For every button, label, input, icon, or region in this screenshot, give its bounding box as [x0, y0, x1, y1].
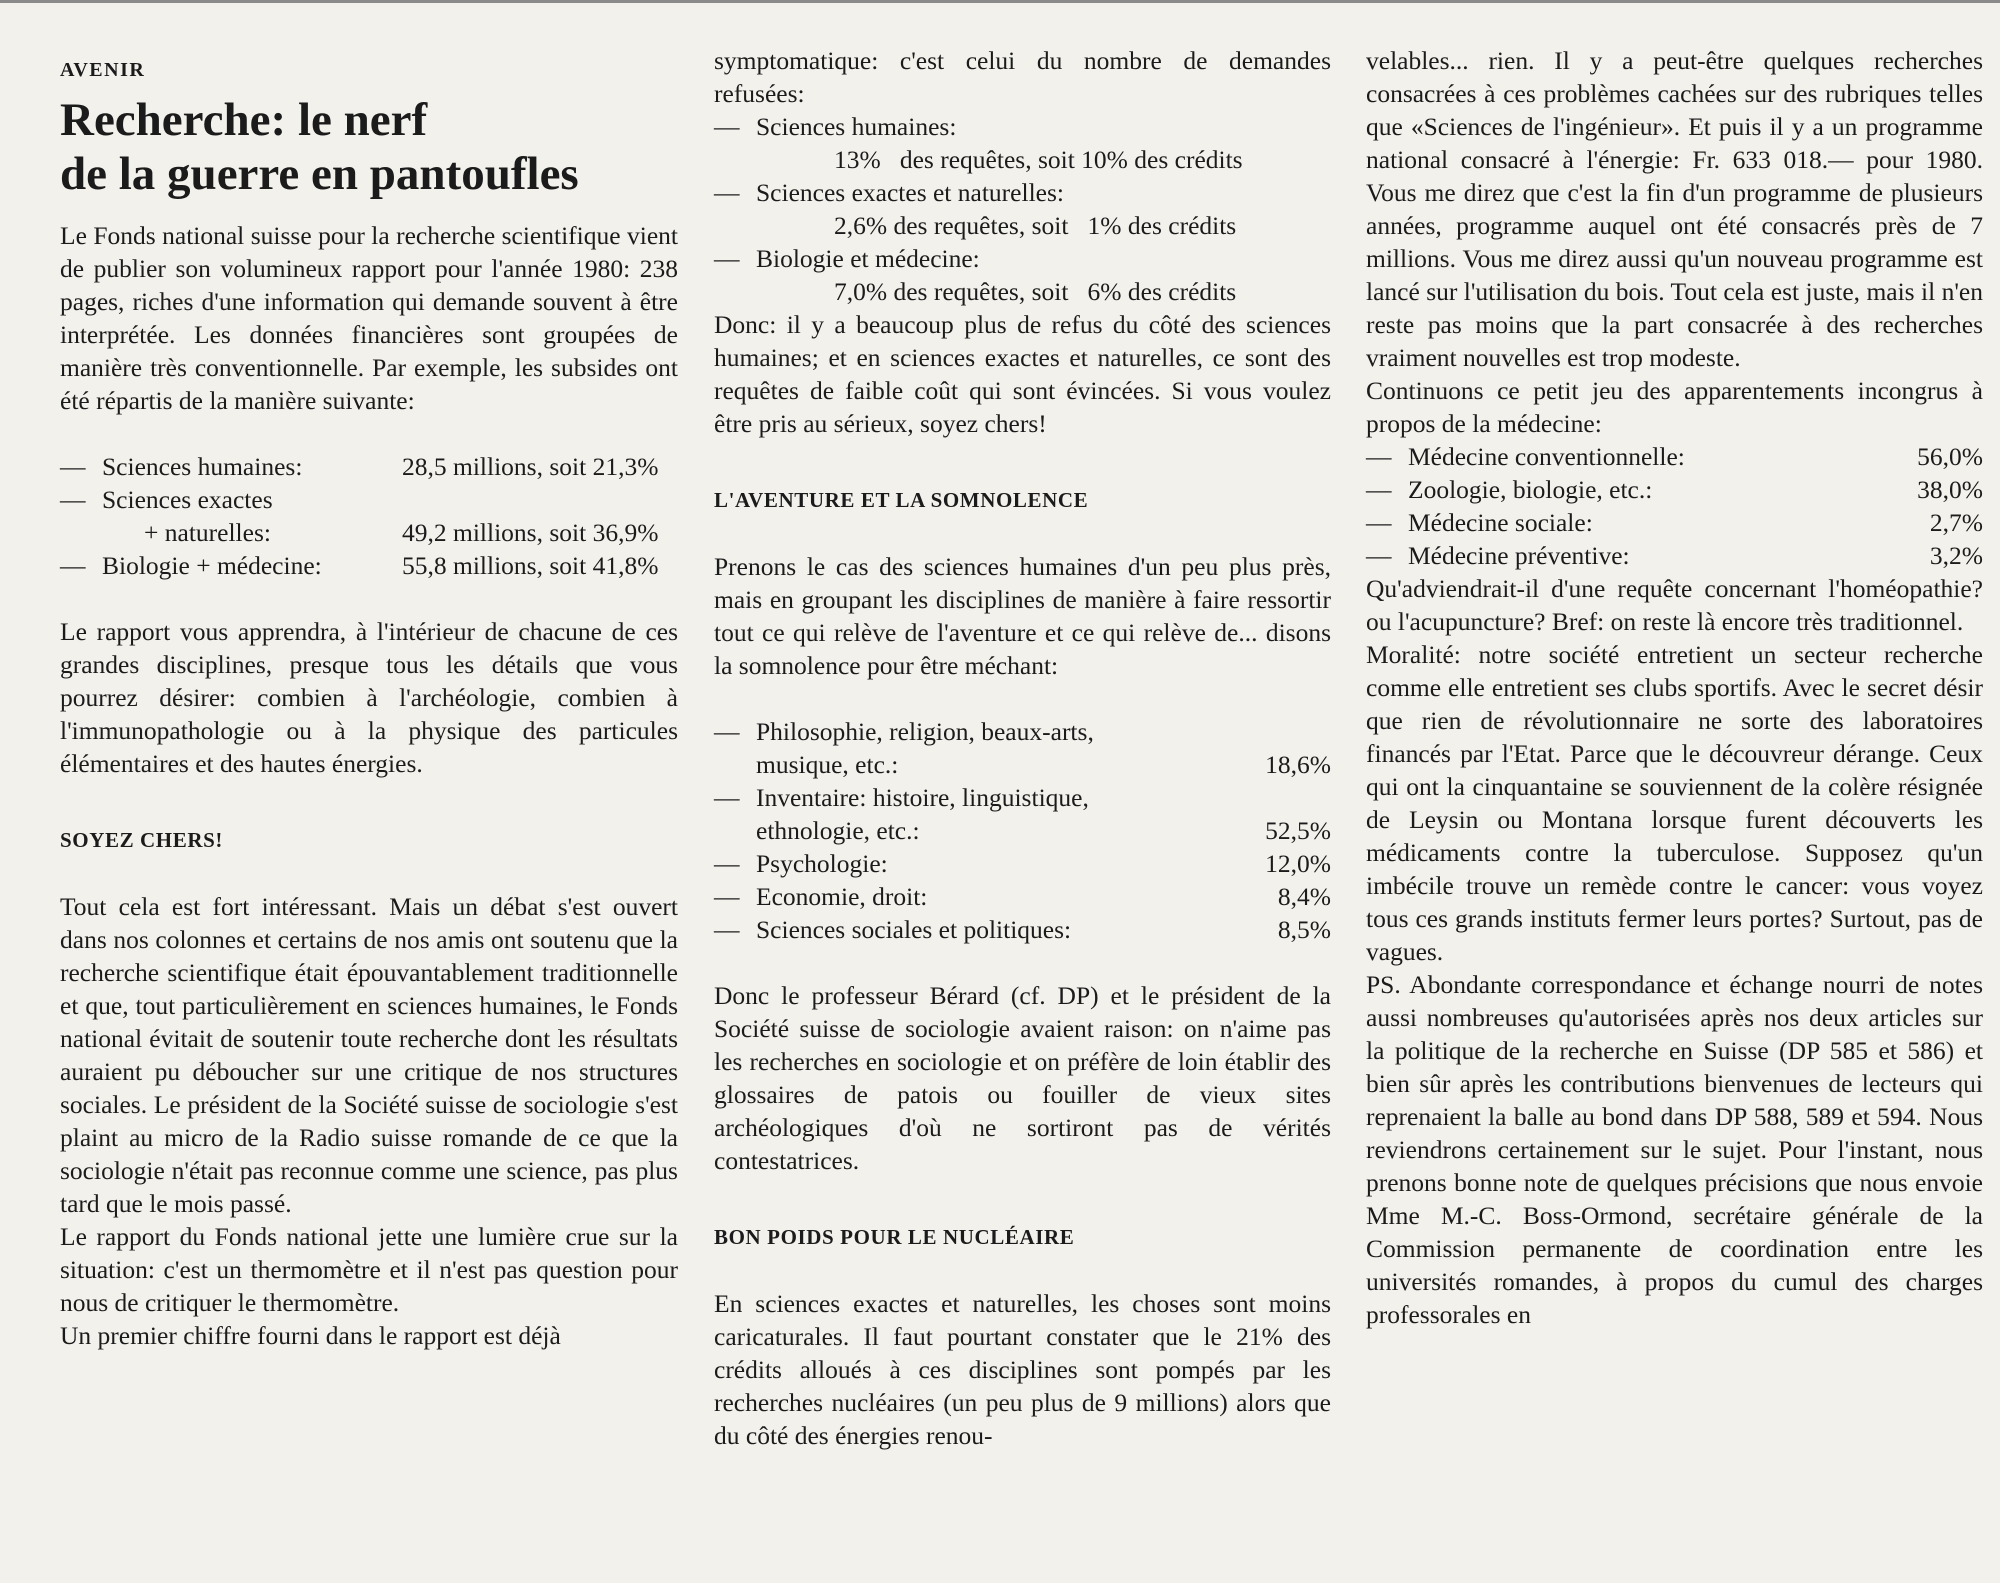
medicine-value: 56,0% [1917, 442, 1983, 471]
section-kicker: AVENIR [60, 59, 146, 81]
subheading-soyez-chers: SOYEZ CHERS! [60, 828, 223, 852]
top-rule [0, 0, 2000, 3]
discipline-row: — Sciences sociales et politiques: 8,5% [714, 915, 1331, 944]
column-3 [1366, 44, 1983, 1331]
subsidy-value: 28,5 millions, soit 21,3% [402, 452, 659, 481]
medicine-row: — Médecine préventive: 3,2% [1366, 541, 1983, 570]
subsidy-row: — Sciences exactes [60, 483, 678, 516]
medicine-row: — Médecine sociale: 2,7% [1366, 508, 1983, 537]
subsidy-label: Sciences exactes [102, 485, 273, 514]
refused-row: — Sciences exactes et naturelles: [714, 176, 1331, 209]
medicine-label: Zoologie, biologie, etc.: [1408, 475, 1653, 504]
paragraph: symptomatique: c'est celui du nombre de demandes refusées: [714, 46, 1331, 108]
paragraph: En sciences exactes et naturelles, les choses sont moins caricaturales. Il faut pourtant constater que le 21% des crédits alloués à ces disciplines sont pompés par les recherches nucléaires (un peu plus de 9 millions) alors que du côté des énergies renou- [714, 1289, 1331, 1450]
refused-detail: 2,6% des requêtes, soit 1% des crédits [834, 211, 1237, 240]
discipline-row: — Economie, droit: 8,4% [714, 882, 1331, 911]
refused-row: — Biologie et médecine: [714, 242, 1331, 275]
column-1 [60, 44, 678, 1352]
paragraph: Prenons le cas des sciences humaines d'un peu plus près, mais en groupant les disciplines de manière à faire ressortir tout ce qui relève de l'aventure et ce qui relève de... disons la somnolence pour être méchant: [714, 552, 1331, 680]
medicine-value: 38,0% [1917, 475, 1983, 504]
subsidy-row: — Sciences humaines: 28,5 millions, soit 21,3% [60, 452, 659, 481]
discipline-value: 8,4% [1277, 882, 1331, 911]
subsidy-label-2: + naturelles: [144, 518, 271, 547]
paragraph: Tout cela est fort intéressant. Mais un débat s'est ouvert dans nos colonnes et certains de nos amis ont soutenu que la recherche scientifique était épouvantablement traditionnelle et que, tout particulièrement en sciences humaines, le Fonds national évitait de soutenir toute recherche dont les résultats auraient pu déboucher sur une critique de nos structures sociales. Le président de la Société suisse de sociologie s'est plaint au micro de la Radio suisse romande de ce que la sociologie n'était pas reconnue comme une science, pas plus tard que le mois passé. [60, 892, 678, 1218]
subsidy-value: 55,8 millions, soit 41,8% [402, 551, 659, 580]
discipline-value: 18,6% [1265, 750, 1331, 779]
discipline-label-2: ethnologie, etc.: [756, 816, 920, 845]
medicine-value: 2,7% [1929, 508, 1983, 537]
subsidy-label: Biologie + médecine: [102, 551, 322, 580]
paragraph: velables... rien. Il y a peut-être quelques recherches consacrées à ces problèmes cachées sur des rubriques telles que «Sciences de l'ingénieur». Et puis il y a un programme national consacré à l'énergie: Fr. 633 018.— pour 1980. Vous me direz que c'est la fin d'un programme de plusieurs années, programme auquel ont été consacrés près de 7 millions. Vous me direz aussi qu'un nouveau programme est lancé sur l'utilisation du bois. Tout cela est juste, mais il n'en reste pas moins que la part consacrée à des recherches vraiment nouvelles est trop modeste. [1366, 46, 1983, 372]
discipline-value: 52,5% [1265, 816, 1331, 845]
discipline-label: Sciences sociales et politiques: [756, 915, 1072, 944]
medicine-label: Médecine préventive: [1408, 541, 1630, 570]
discipline-row-cont [714, 748, 1331, 781]
paragraph: Le rapport du Fonds national jette une lumière crue sur la situation: c'est un thermomètre et il n'est pas question pour nous de critiquer le thermomètre. [60, 1222, 678, 1317]
discipline-row-cont [714, 814, 1331, 847]
subsidy-label: Sciences humaines: [102, 452, 303, 481]
refused-label: Biologie et médecine: [756, 244, 980, 273]
refused-row: — Sciences humaines: [714, 110, 1331, 143]
refused-label: Sciences exactes et naturelles: [756, 178, 1064, 207]
medicine-label: Médecine conventionnelle: [1408, 442, 1685, 471]
paragraph: Continuons ce petit jeu des apparentements incongrus à propos de la médecine: [1366, 376, 1983, 438]
column-2 [714, 44, 1331, 1452]
discipline-value: 8,5% [1277, 915, 1331, 944]
discipline-value: 12,0% [1265, 849, 1331, 878]
intro-paragraph: Le Fonds national suisse pour la recherche scientifique vient de publier son volumineux rapport pour l'année 1980: 238 pages, riches d'une information qui demande souvent à être interprétée. Les données financières sont groupées de manière très conventionnelle. Par exemple, les subsides ont été répartis de la manière suivante: [60, 221, 678, 415]
paragraph: Moralité: notre société entretient un secteur recherche comme elle entretient ses clubs sportifs. Avec le secret désir que rien de révolutionnaire ne sorte des laboratoires financés par l'Etat. Parce que le découvreur dérange. Ceux qui ont la cinquantaine se souviennent de la colère résignée de Leysin ou Montana lorsque furent découverts les médicaments contre la tuberculose. Supposez qu'un imbécile trouve un remède contre le cancer: vous voyez tous ces grands instituts fermer leurs portes? Surtout, pas de vagues. [1366, 640, 1983, 966]
paragraph: Donc le professeur Bérard (cf. DP) et le président de la Société suisse de sociologie avaient raison: on n'aime pas les recherches en sociologie et on préfère de loin établir des glossaires de patois ou fouiller de vieux sites archéologiques d'où ne sortiront pas de vérités contestatrices. [714, 981, 1331, 1175]
discipline-label: Philosophie, religion, beaux-arts, [756, 717, 1094, 746]
paragraph: Donc: il y a beaucoup plus de refus du côté des sciences humaines; et en sciences exactes et naturelles, ce sont des requêtes de faible coût qui sont évincées. Si vous voulez être pris au sérieux, soyez chers! [714, 310, 1331, 438]
discipline-label: Psychologie: [756, 849, 888, 878]
subsidy-row: — Biologie + médecine: 55,8 millions, soit 41,8% [60, 551, 659, 580]
paragraph: Qu'adviendrait-il d'une requête concernant l'homéopathie? ou l'acupuncture? Bref: on reste là encore très traditionnel. [1366, 574, 1983, 636]
subsidy-row-cont [60, 516, 678, 549]
paragraph: Un premier chiffre fourni dans le rapport est déjà [60, 1321, 561, 1350]
refused-label: Sciences humaines: [756, 112, 957, 141]
subheading-aventure: L'AVENTURE ET LA SOMNOLENCE [714, 488, 1089, 512]
discipline-label: Inventaire: histoire, linguistique, [756, 783, 1089, 812]
discipline-label: Economie, droit: [756, 882, 928, 911]
medicine-value: 3,2% [1929, 541, 1983, 570]
title-line-1: Recherche: le nerf [60, 94, 428, 146]
discipline-row: — Philosophie, religion, beaux-arts, [714, 715, 1331, 748]
medicine-row: — Zoologie, biologie, etc.: 38,0% [1366, 475, 1983, 504]
paragraph: PS. Abondante correspondance et échange nourri de notes aussi nombreuses qu'autorisées après nos deux articles sur la politique de la recherche en Suisse (DP 585 et 586) et bien sûr après les contributions bienvenues de lecteurs qui reprenaient la balle au bond dans DP 588, 589 et 594. Nous reviendrons certainement sur le sujet. Pour l'instant, nous prenons bonne note de quelques précisions que nous envoie Mme M.-C. Boss-Ormond, secrétaire générale de la Commission permanente de coordination entre les universités romandes, à propos du cumul des charges professorales en [1366, 970, 1983, 1329]
refused-detail: 13% des requêtes, soit 10% des crédits [834, 145, 1243, 174]
refused-detail: 7,0% des requêtes, soit 6% des crédits [834, 277, 1237, 306]
title-line-2: de la guerre en pantoufles [60, 148, 579, 200]
discipline-row: — Psychologie: 12,0% [714, 849, 1331, 878]
medicine-label: Médecine sociale: [1408, 508, 1593, 537]
discipline-label-2: musique, etc.: [756, 750, 899, 779]
subsidy-value: 49,2 millions, soit 36,9% [402, 518, 659, 547]
subheading-nucleaire: BON POIDS POUR LE NUCLÉAIRE [714, 1225, 1075, 1249]
rapport-paragraph: Le rapport vous apprendra, à l'intérieur de chacune de ces grandes disciplines, presque tous les détails que vous pourrez désirer: combien à l'archéologie, combien à l'immunopathologie ou à la physique des particules élémentaires et des hautes énergies. [60, 617, 678, 778]
article-title [60, 93, 678, 201]
discipline-row: — Inventaire: histoire, linguistique, [714, 781, 1331, 814]
medicine-row: — Médecine conventionnelle: 56,0% [1366, 442, 1983, 471]
